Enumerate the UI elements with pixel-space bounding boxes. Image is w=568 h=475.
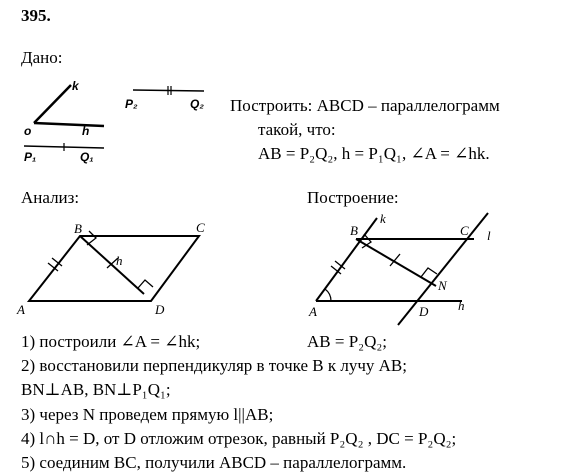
construction-label-a: A <box>309 304 317 319</box>
label-q1: Q₁ <box>80 150 94 164</box>
analysis-label-a: A <box>17 302 25 317</box>
label-o: o <box>24 124 32 138</box>
label-k: k <box>72 79 79 93</box>
construction-label-h: h <box>458 298 465 313</box>
step-5: 5) соединим BC, получили ABCD – параллелограмм. <box>21 453 407 472</box>
angle-arc-a <box>325 289 331 301</box>
analysis-label-c: C <box>196 220 205 235</box>
given-label: Дано: <box>21 48 63 67</box>
ray-k-construction <box>316 218 377 301</box>
problem-number: 395. <box>21 6 51 25</box>
construction-label-n: N <box>438 278 447 293</box>
step-2: 2) восстановили перпендикуляр в точке B к лучу AB; <box>21 356 407 375</box>
step-4: 4) l∩h = D, от D отложим отрезок, равный P₂Q₂ , DC = P₂Q₂; <box>21 429 457 448</box>
construction-label-l: l <box>487 228 491 243</box>
perpendicular-bn-construction <box>356 239 436 286</box>
analysis-label-d: D <box>155 302 165 317</box>
task-line-2: такой, что: <box>258 120 336 139</box>
step-2b: BN⊥AB, BN⊥P₁Q₁; <box>21 380 171 399</box>
label-q2: Q₂ <box>190 97 204 111</box>
construction-label-d: D <box>419 304 429 319</box>
step-3: 3) через N проведем прямую l||AB; <box>21 405 274 424</box>
task-line-1: Построить: ABCD – параллелограмм <box>230 96 500 115</box>
label-h: h <box>82 124 90 138</box>
analysis-label-b: B <box>74 221 82 236</box>
right-angle-n-construction <box>421 268 437 277</box>
step-1a: 1) построили ∠A = ∠hk; <box>21 332 201 351</box>
construction-label: Построение: <box>307 188 399 207</box>
construction-label-b: B <box>350 223 358 238</box>
step-1b: AB = P₂Q₂; <box>307 332 388 351</box>
label-p1: P₁ <box>24 150 37 164</box>
analysis-label-h: h <box>116 253 123 268</box>
analysis-label: Анализ: <box>21 188 80 207</box>
construction-label-k: k <box>380 211 386 226</box>
line-l <box>398 213 488 325</box>
label-p2: P₂ <box>125 97 138 111</box>
task-line-3: AB = P₂Q₂, h = P₁Q₁, ∠A = ∠hk. <box>258 144 490 163</box>
construction-label-c: C <box>460 223 469 238</box>
